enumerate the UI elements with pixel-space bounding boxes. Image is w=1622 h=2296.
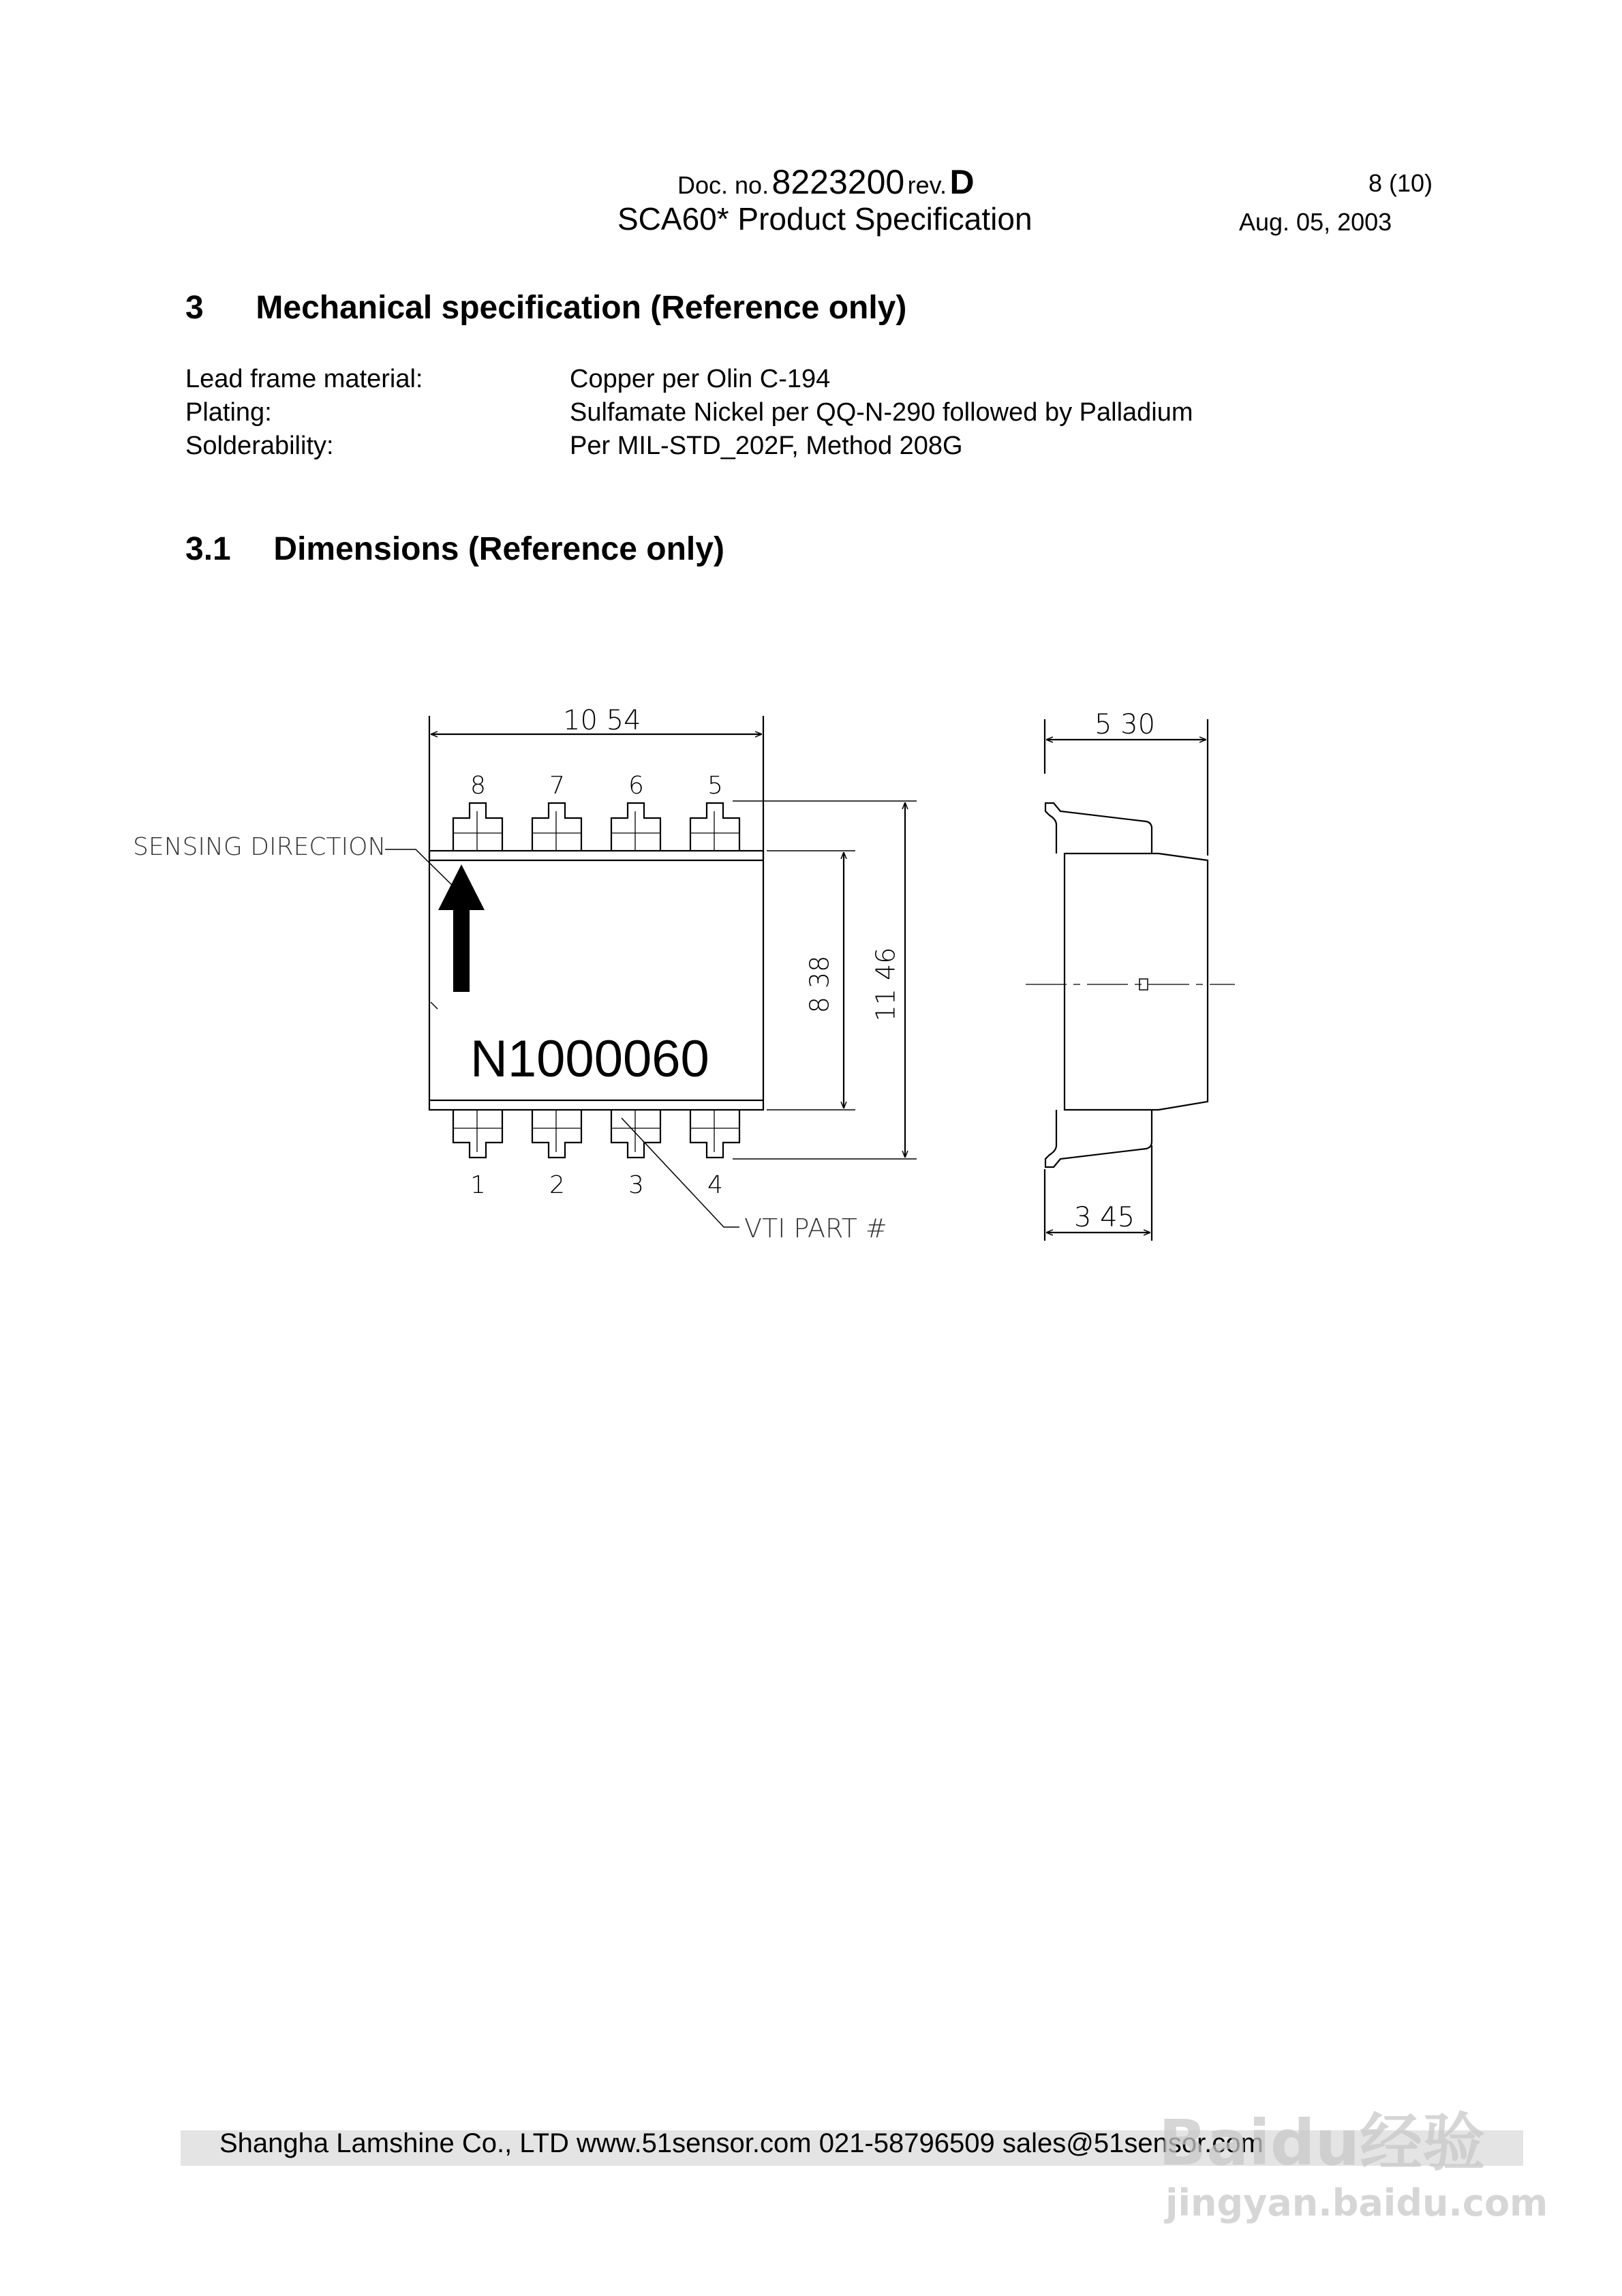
pin-1-label: 1 xyxy=(470,1171,486,1199)
section-31-number: 3.1 xyxy=(185,531,231,567)
baidu-watermark-logo: Baidu经验 xyxy=(1159,2106,1486,2179)
part-number-marking: N1000060 xyxy=(470,1030,709,1088)
baidu-watermark-url: jingyan.baidu.com xyxy=(1165,2181,1548,2224)
spec-label-plating: Plating: xyxy=(185,398,272,427)
doc-date: Aug. 05, 2003 xyxy=(1239,208,1392,236)
rev-letter: D xyxy=(949,163,975,201)
pin-6-label: 6 xyxy=(628,772,644,800)
pin-5-label: 5 xyxy=(707,772,723,800)
footer-text: Shangha Lamshine Co., LTD www.51sensor.com 021-58796509 sales@51sensor.com xyxy=(219,2128,1264,2158)
product-title: SCA60* Product Specification xyxy=(617,201,1032,237)
spec-label-lead-frame: Lead frame material: xyxy=(185,365,423,393)
spec-value-plating: Sulfamate Nickel per QQ-N-290 followed by Palladium xyxy=(570,398,1193,427)
spec-value-solderability: Per MIL-STD_202F, Method 208G xyxy=(570,432,963,460)
tick-mark xyxy=(431,1002,438,1009)
spec-value-lead-frame: Copper per Olin C-194 xyxy=(570,365,831,393)
width-dim-label: 10 54 xyxy=(563,705,641,736)
side-body xyxy=(1065,854,1208,1110)
rev-prefix: rev. xyxy=(907,171,947,199)
section-3-number: 3 xyxy=(185,290,204,326)
sensing-leader xyxy=(385,849,457,890)
doc-prefix: Doc. no. xyxy=(677,171,769,199)
vti-part-label: VTI PART # xyxy=(744,1213,887,1243)
section-31-title: Dimensions (Reference only) xyxy=(273,531,724,567)
pin-7-label: 7 xyxy=(549,772,565,800)
side-width-dim-label: 5 30 xyxy=(1095,709,1156,740)
sensing-direction-label: SENSING DIRECTION xyxy=(133,833,386,861)
top-pins-outline xyxy=(453,803,739,851)
total-height-dim-label: 11 46 xyxy=(870,947,901,1022)
side-foot-dim-label: 3 45 xyxy=(1074,1202,1135,1233)
page-number: 8 (10) xyxy=(1368,169,1433,197)
section-3-title: Mechanical specification (Reference only) xyxy=(256,290,907,326)
pin-8-label: 8 xyxy=(470,772,486,800)
pin-3-label: 3 xyxy=(628,1171,644,1199)
pin-2-label: 2 xyxy=(549,1171,565,1199)
side-top-lead xyxy=(1045,803,1152,854)
sensing-direction-arrow-icon xyxy=(438,864,485,992)
side-bottom-lead xyxy=(1045,1110,1152,1167)
spec-label-solderability: Solderability: xyxy=(185,432,334,460)
bottom-pins-outline xyxy=(453,1110,739,1158)
body-height-dim-label: 8 38 xyxy=(804,955,835,1014)
doc-number: 8223200 xyxy=(771,163,905,201)
pin-4-label: 4 xyxy=(707,1171,723,1199)
